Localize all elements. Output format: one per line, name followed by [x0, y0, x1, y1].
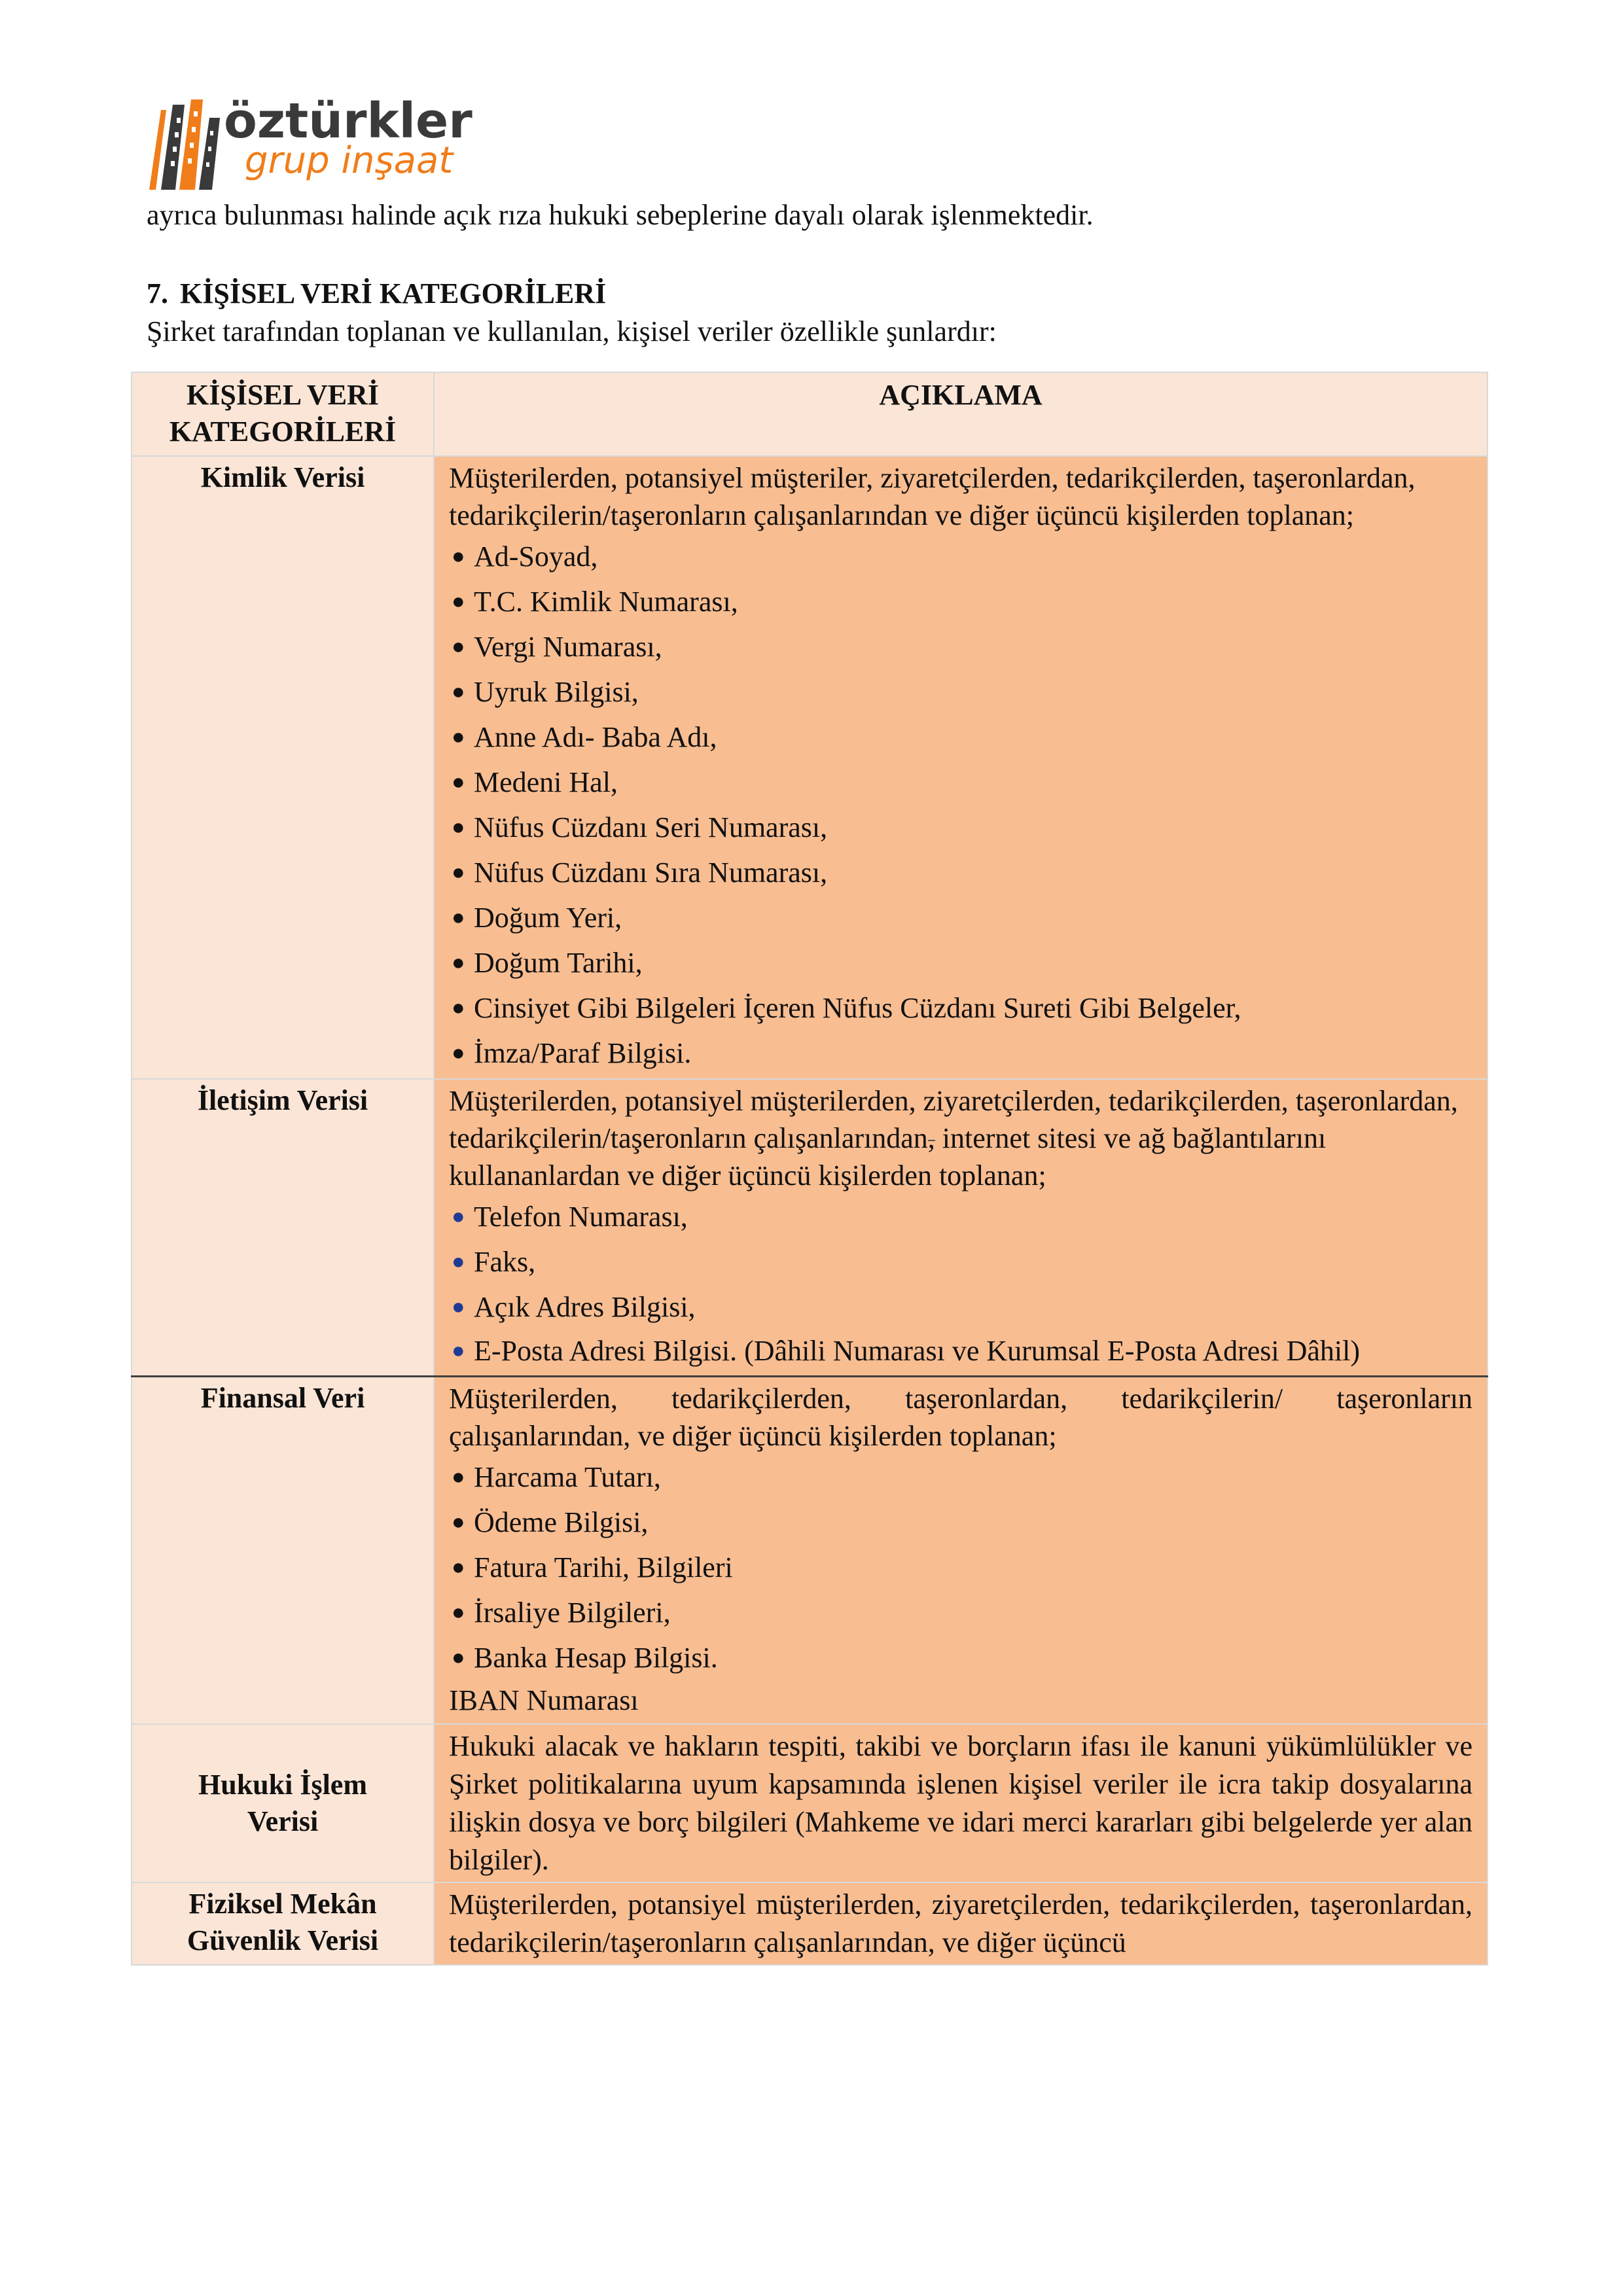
list-item: ● İrsaliye Bilgileri, — [449, 1590, 1472, 1635]
table-row — [132, 1079, 1488, 1377]
list-item: ● Ödeme Bilgisi, — [449, 1500, 1472, 1545]
bullet-icon: ● — [452, 951, 465, 975]
list-item: ● Doğum Tarihi, — [449, 940, 1472, 985]
list-item: ● Banka Hesap Bilgisi. — [449, 1635, 1472, 1680]
bullet-icon: ● — [452, 770, 465, 794]
list-item: ● Telefon Numarası, — [449, 1194, 1472, 1239]
table-row — [132, 1882, 1488, 1965]
bullet-icon: ● — [452, 815, 465, 839]
description-lead: Müşterilerden, potansiyel müşteriler, ziyaretçilerden, tedarikçilerden, taşeronlardan, tedarikçilerin/taşeronların çalışanlarından ve diğer üçüncü kişilerden toplanan; — [449, 462, 1416, 531]
bullet-icon: ● — [452, 1646, 465, 1670]
list-item: ● Ad-Soyad, — [449, 534, 1472, 579]
list-item: ● Nüfus Cüzdanı Seri Numarası, — [449, 805, 1472, 850]
bullet-icon: ● — [452, 590, 465, 614]
bullet-icon: ● — [452, 1041, 465, 1065]
category-cell: Hukuki İşlem Verisi — [132, 1724, 434, 1882]
list-item: ● Doğum Yeri, — [449, 895, 1472, 940]
oztürkler-logo-icon — [147, 92, 539, 196]
list-item: ● T.C. Kimlik Numarası, — [449, 579, 1472, 624]
header-category — [132, 372, 434, 456]
category-cell: Fiziksel Mekân Güvenlik Verisi — [132, 1882, 434, 1965]
header-category-line1: KİŞİSEL VERİ — [187, 379, 379, 411]
list-item: ● İmza/Paraf Bilgisi. — [449, 1031, 1472, 1076]
list-item: ● Faks, — [449, 1239, 1472, 1284]
bullet-icon: ● — [452, 1465, 465, 1489]
bullet-icon: ● — [452, 680, 465, 704]
list-item: ● Medeni Hal, — [449, 760, 1472, 805]
description-lead: Müşterilerden, potansiyel müşterilerden, ziyaretçilerden, tedarikçilerden, taşeronlardan, tedarikçilerin/taşeronların çalışanlarından, internet sitesi ve ağ bağlantılarını kullananlardan ve diğer üçüncü kişilerden toplanan; — [449, 1085, 1458, 1192]
table-header-row — [132, 372, 1488, 456]
section-number: 7. — [147, 277, 168, 309]
category-cell: Finansal Veri — [132, 1377, 434, 1725]
svg-text:grup inşaat: grup inşaat — [245, 139, 454, 182]
header-category-line2: KATEGORİLERİ — [169, 415, 397, 448]
list-item: ● Vergi Numarası, — [449, 624, 1472, 669]
category-cell: İletişim Verisi — [132, 1079, 434, 1377]
description-text: Müşterilerden, potansiyel müşterilerden, ziyaretçilerden, tedarikçilerden, taşeronlardan, tedarikçilerin/taşeronların çalışanlarından, ve diğer üçüncü — [449, 1888, 1472, 1958]
svg-text:öztürkler: öztürkler — [224, 93, 473, 149]
description-text: Hukuki alacak ve hakların tespiti, takibi ve borçların ifası ile kanuni yükümlülükler ve Şirket politikalarına uyum kapsamında işlenen kişisel veriler ile icra takip dosyalarına ilişkin dosya ve borç bilgileri (Mahkeme ve idari merci kararları gibi belgelerde yer alan bilgiler). — [449, 1730, 1472, 1876]
description-cell — [434, 1079, 1488, 1377]
bullet-icon: ● — [452, 906, 465, 930]
bullet-icon: ● — [452, 544, 465, 569]
list-item: ● Nüfus Cüzdanı Sıra Numarası, — [449, 850, 1472, 895]
bullet-icon: ● — [452, 635, 465, 659]
company-logo — [147, 92, 539, 196]
bullet-icon: ● — [452, 725, 465, 749]
list-item: ● Cinsiyet Gibi Bilgeleri İçeren Nüfus Cüzdanı Sureti Gibi Belgeler, — [449, 985, 1472, 1031]
bullet-icon: ● — [452, 1250, 465, 1274]
item-list — [449, 534, 1472, 1076]
intro-line: ayrıca bulunması halinde açık rıza hukuki sebeplerine dayalı olarak işlenmektedir. — [147, 199, 1094, 231]
table-row — [132, 456, 1488, 1079]
bullet-icon: ● — [452, 1600, 465, 1625]
bullet-icon: ● — [452, 860, 465, 885]
bullet-icon: ● — [452, 1510, 465, 1534]
list-item: ● Anne Adı- Baba Adı, — [449, 715, 1472, 760]
header-description: AÇIKLAMA — [434, 372, 1488, 456]
table-row — [132, 1724, 1488, 1882]
bullet-icon: ● — [452, 1205, 465, 1229]
section-subtitle: Şirket tarafından toplanan ve kullanılan, kişisel veriler özellikle şunlardır: — [147, 315, 997, 347]
item-list — [449, 1194, 1472, 1373]
list-item: ● E-Posta Adresi Bilgisi. (Dâhili Numarası ve Kurumsal E-Posta Adresi Dâhil) — [449, 1330, 1472, 1373]
category-cell: Kimlik Verisi — [132, 456, 434, 1079]
description-lead: Müşterilerden, tedarikçilerden, taşeronlardan, tedarikçilerin/ taşeronların çalışanlarından, ve diğer üçüncü kişilerden toplanan; — [449, 1383, 1472, 1452]
personal-data-categories-table — [131, 372, 1488, 1966]
section-heading — [147, 275, 606, 313]
list-item: ● Uyruk Bilgisi, — [449, 669, 1472, 715]
list-item: ● Açık Adres Bilgisi, — [449, 1284, 1472, 1330]
description-cell — [434, 1882, 1488, 1965]
table-row — [132, 1377, 1488, 1725]
item-list — [449, 1455, 1472, 1680]
bullet-icon: ● — [452, 1555, 465, 1580]
strikethrough-comma: , — [927, 1122, 935, 1154]
description-cell — [434, 456, 1488, 1079]
description-cell — [434, 1724, 1488, 1882]
bullet-icon: ● — [452, 1339, 465, 1363]
list-item: ● Harcama Tutarı, — [449, 1455, 1472, 1500]
bullet-icon: ● — [452, 996, 465, 1020]
list-item: ● Fatura Tarihi, Bilgileri — [449, 1545, 1472, 1590]
description-cell — [434, 1377, 1488, 1725]
bullet-icon: ● — [452, 1295, 465, 1319]
description-tail: IBAN Numarası — [449, 1684, 639, 1716]
section-title: KİŞİSEL VERİ KATEGORİLERİ — [180, 277, 607, 309]
